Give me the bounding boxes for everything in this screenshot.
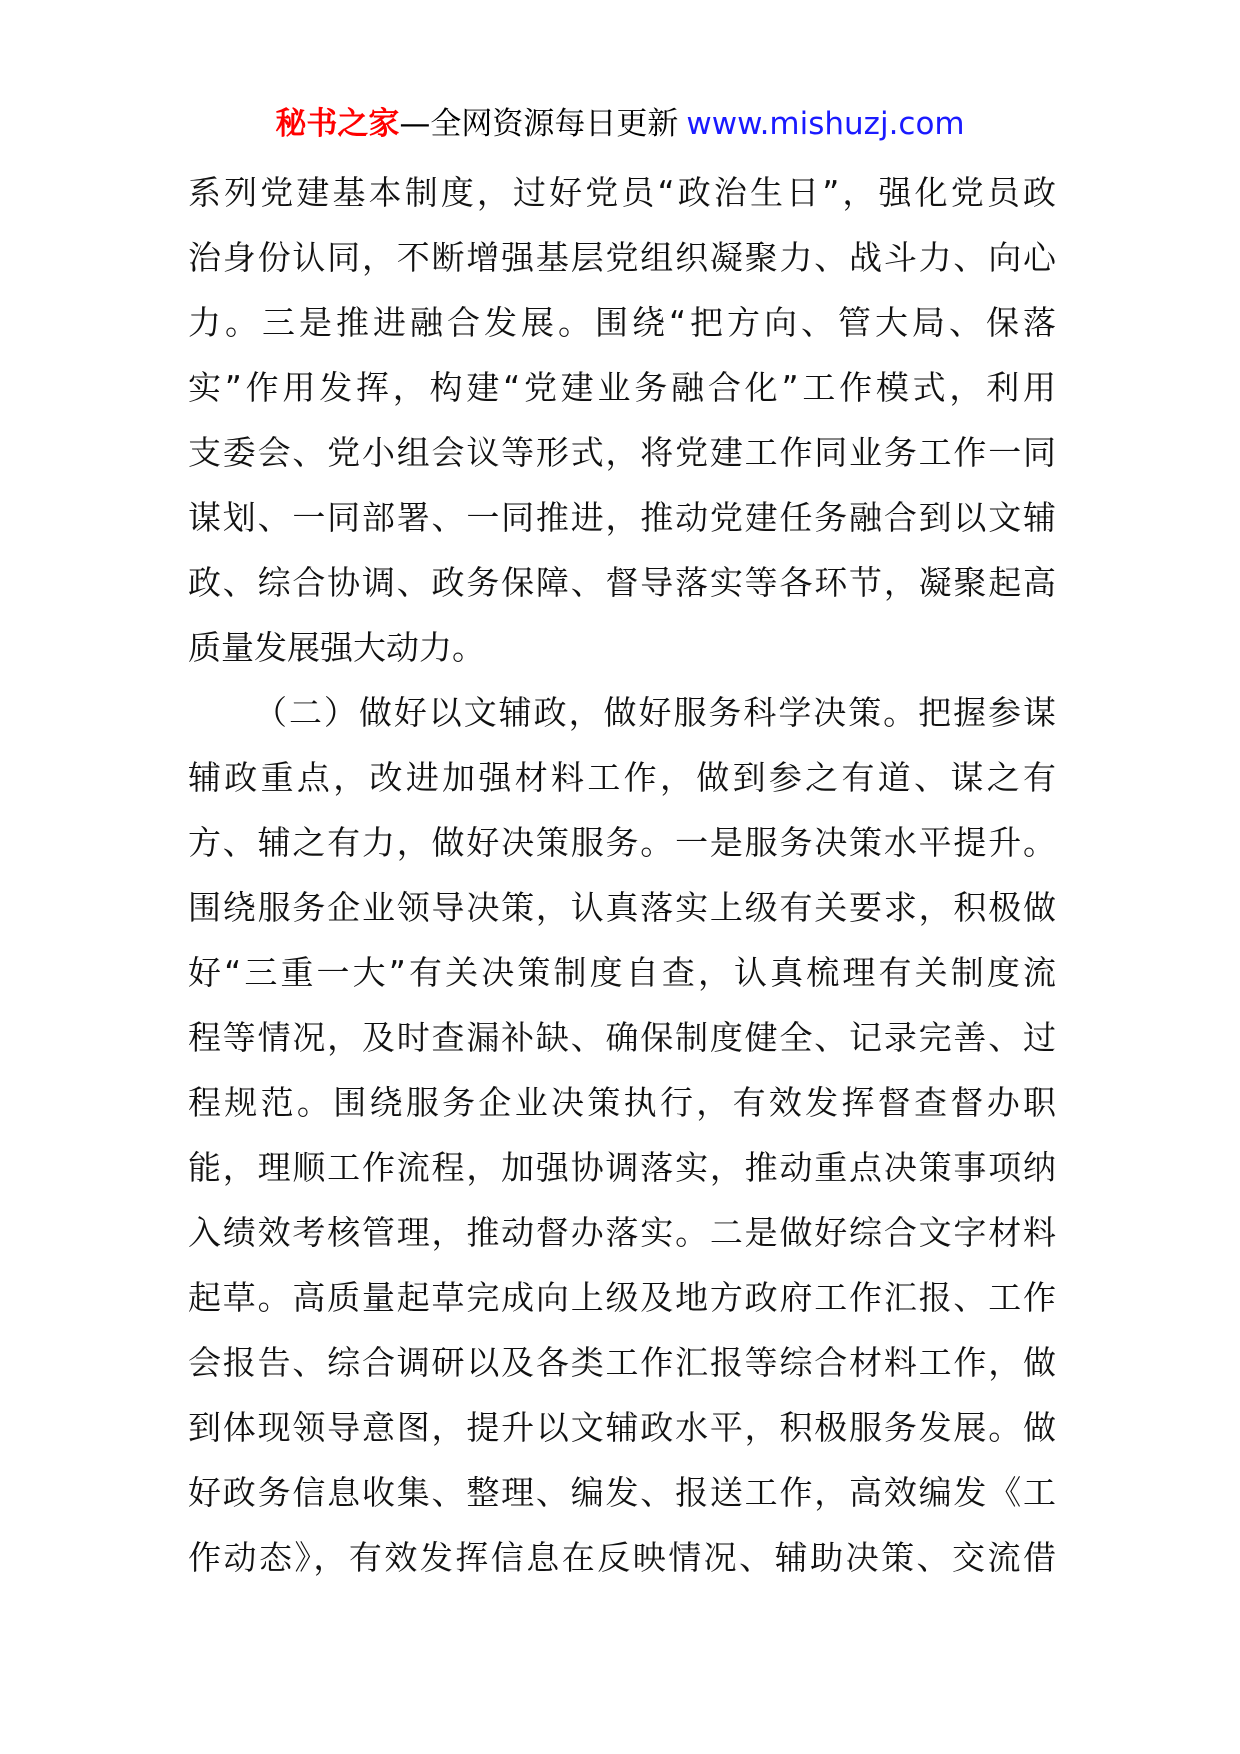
text-line: 围绕服务企业领导决策，认真落实上级有关要求，积极做	[188, 888, 1056, 927]
text-line: 实”作用发挥，构建“党建业务融合化”工作模式，利用	[188, 368, 1056, 407]
text-line: 系列党建基本制度，过好党员“政治生日”，强化党员政	[188, 173, 1056, 212]
text-line: 程等情况，及时查漏补缺、确保制度健全、记录完善、过	[188, 1018, 1056, 1057]
section-heading-line: （二）做好以文辅政，做好服务科学决策。把握参谋	[254, 693, 1056, 732]
text-line: 治身份认同，不断增强基层党组织凝聚力、战斗力、向心	[188, 238, 1056, 277]
text-line: 辅政重点，改进加强材料工作，做到参之有道、谋之有	[188, 758, 1056, 797]
text-line: 能，理顺工作流程，加强协调落实，推动重点决策事项纳	[188, 1148, 1056, 1187]
text-line: 方、辅之有力，做好决策服务。一是服务决策水平提升。	[188, 823, 1056, 862]
text-line: 会报告、综合调研以及各类工作汇报等综合材料工作，做	[188, 1343, 1056, 1382]
text-line: 入绩效考核管理，推动督办落实。二是做好综合文字材料	[188, 1213, 1056, 1252]
text-line: 作动态》，有效发挥信息在反映情况、辅助决策、交流借	[188, 1538, 1056, 1577]
text-line: 力。三是推进融合发展。围绕“把方向、管大局、保落	[188, 303, 1056, 342]
site-tagline: —全网资源每日更新	[399, 106, 679, 142]
text-line: 程规范。围绕服务企业决策执行，有效发挥督查督办职	[188, 1083, 1056, 1122]
text-line: 质量发展强大动力。	[188, 628, 485, 667]
site-url-link[interactable]: www.mishuzj.com	[686, 106, 965, 142]
text-line: 支委会、党小组会议等形式，将党建工作同业务工作一同	[188, 433, 1056, 472]
text-line: 起草。高质量起草完成向上级及地方政府工作汇报、工作	[188, 1278, 1056, 1317]
text-line: 到体现领导意图，提升以文辅政水平，积极服务发展。做	[188, 1408, 1056, 1447]
text-line: 谋划、一同部署、一同推进，推动党建任务融合到以文辅	[188, 498, 1056, 537]
text-line: 政、综合协调、政务保障、督导落实等各环节，凝聚起高	[188, 563, 1056, 602]
site-brand: 秘书之家	[275, 106, 400, 142]
text-line: 好政务信息收集、整理、编发、报送工作，高效编发《工	[188, 1473, 1056, 1512]
page-header	[0, 100, 1240, 148]
text-line: 好“三重一大”有关决策制度自查，认真梳理有关制度流	[188, 953, 1056, 992]
document-body	[188, 160, 1056, 1590]
